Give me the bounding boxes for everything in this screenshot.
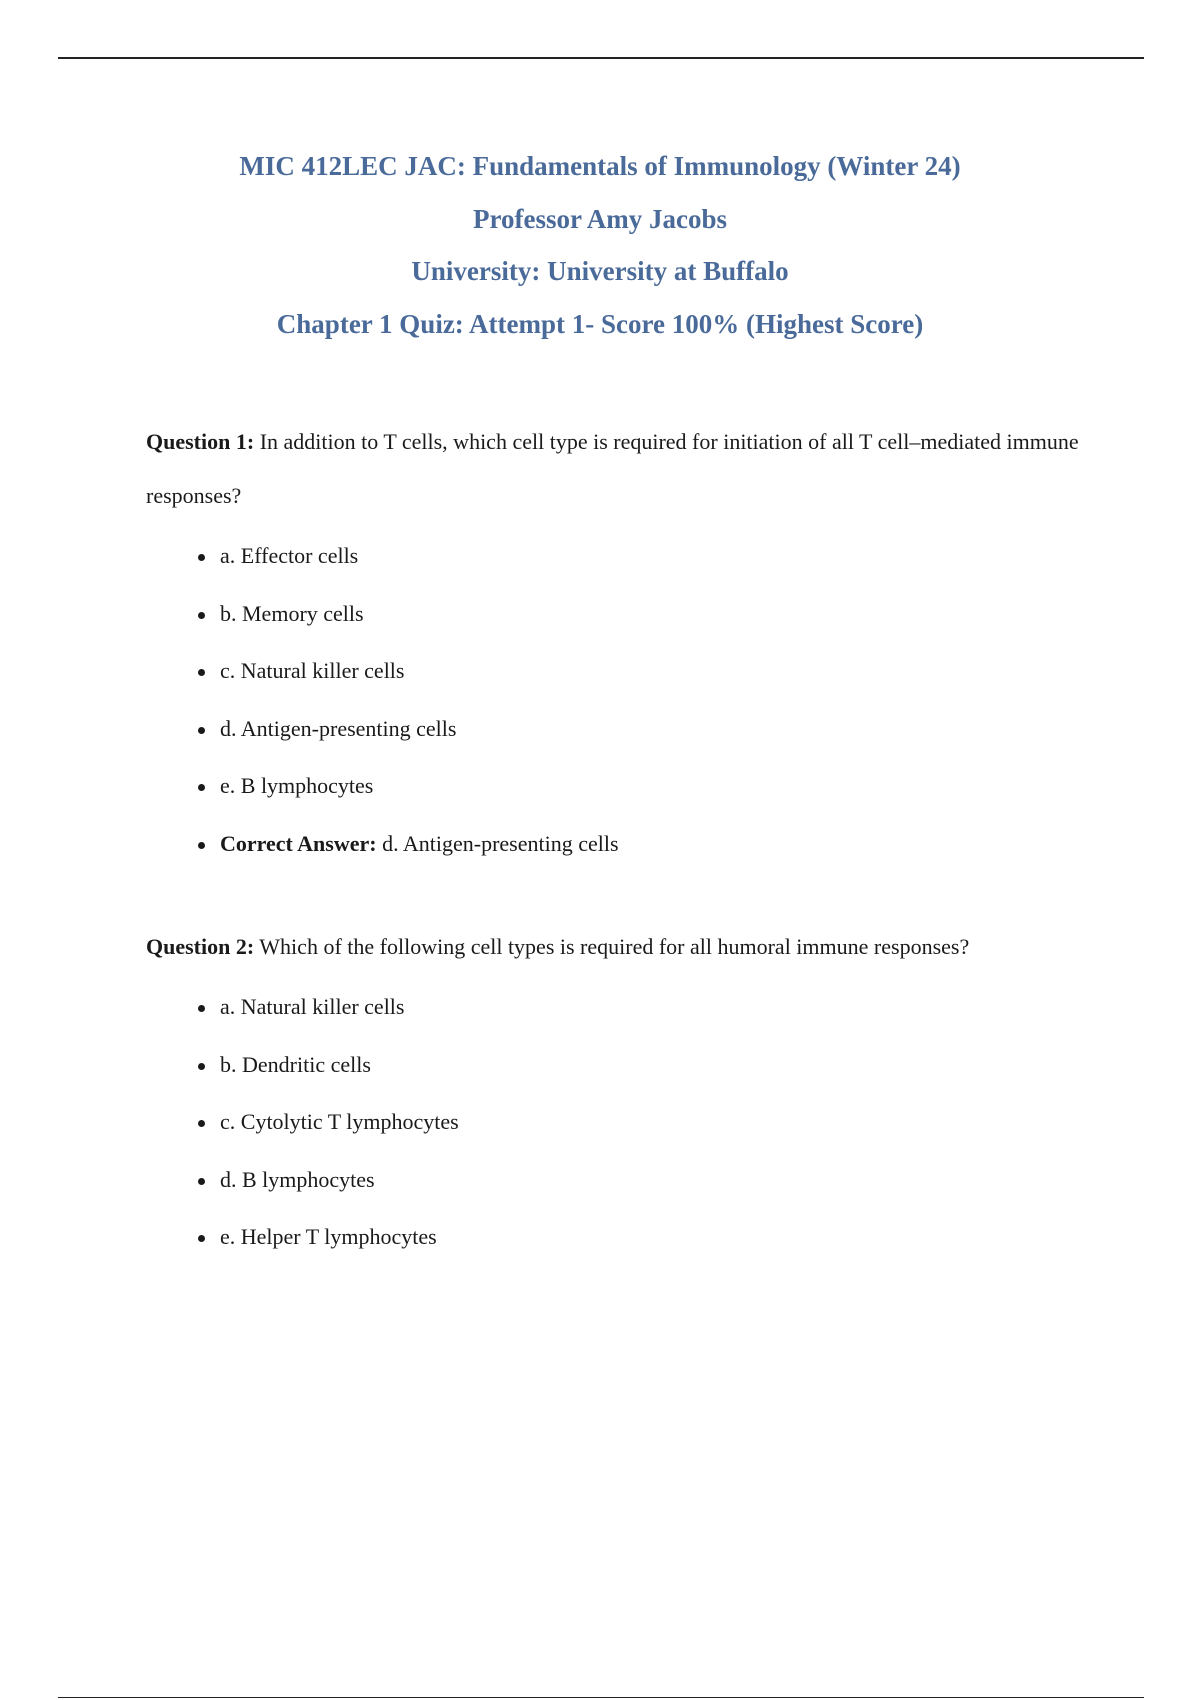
bullet-icon bbox=[198, 727, 205, 734]
option-text: b. Dendritic cells bbox=[220, 1051, 371, 1077]
bottom-rule bbox=[58, 1697, 1144, 1698]
option-text: a. Effector cells bbox=[220, 543, 359, 568]
option-text: e. Helper T lymphocytes bbox=[220, 1224, 437, 1249]
option-item bbox=[198, 1050, 1106, 1108]
option-item bbox=[198, 541, 1106, 599]
bullet-icon bbox=[198, 1120, 205, 1127]
option-item bbox=[198, 1107, 1106, 1165]
bullet-icon bbox=[198, 554, 205, 561]
option-item bbox=[198, 1165, 1106, 1223]
university-name: University: University at Buffalo bbox=[411, 256, 789, 286]
professor-name: Professor Amy Jacobs bbox=[473, 203, 727, 234]
question-1 bbox=[146, 430, 1106, 886]
bullet-icon bbox=[198, 612, 205, 619]
bullet-icon bbox=[198, 1005, 205, 1012]
option-item bbox=[198, 771, 1106, 829]
option-text: e. B lymphocytes bbox=[220, 773, 374, 798]
question-2-options bbox=[146, 992, 1106, 1280]
bullet-icon bbox=[198, 1235, 205, 1242]
course-title: MIC 412LEC JAC: Fundamentals of Immunology (Winter 24) bbox=[239, 151, 961, 181]
option-text: a. Natural killer cells bbox=[220, 994, 405, 1019]
option-text: d. Antigen-presenting cells bbox=[220, 715, 457, 741]
option-text: d. B lymphocytes bbox=[220, 1166, 375, 1192]
option-text: c. Cytolytic T lymphocytes bbox=[220, 1109, 459, 1134]
question-1-label: Question 1: bbox=[146, 429, 255, 454]
option-item bbox=[198, 599, 1106, 657]
question-2-label: Question 2: bbox=[146, 934, 255, 959]
correct-answer-text: d. Antigen-presenting cells bbox=[382, 830, 619, 856]
question-2-prompt bbox=[146, 920, 1106, 974]
question-1-options bbox=[146, 541, 1106, 886]
option-item bbox=[198, 1222, 1106, 1280]
top-rule bbox=[58, 57, 1144, 59]
quiz-title: Chapter 1 Quiz: Attempt 1- Score 100% (Highest Score) bbox=[276, 308, 924, 339]
question-1-prompt bbox=[146, 415, 1106, 523]
option-text: c. Natural killer cells bbox=[220, 658, 405, 683]
correct-answer-label: Correct Answer: bbox=[220, 830, 377, 856]
question-2-text: Which of the following cell types is required for all humoral immune responses? bbox=[259, 934, 970, 959]
document-header bbox=[0, 140, 1200, 350]
bullet-icon bbox=[198, 1178, 205, 1185]
bullet-icon bbox=[198, 1063, 205, 1070]
option-item bbox=[198, 714, 1106, 772]
option-item bbox=[198, 992, 1106, 1050]
option-text: b. Memory cells bbox=[220, 600, 364, 626]
bullet-icon bbox=[198, 669, 205, 676]
correct-answer-item bbox=[198, 829, 1106, 887]
question-1-text: In addition to T cells, which cell type is required for initiation of all T cell–mediated immune responses? bbox=[146, 429, 1079, 508]
question-2 bbox=[146, 935, 1106, 1280]
bullet-icon bbox=[198, 784, 205, 791]
bullet-icon bbox=[198, 842, 205, 849]
option-item bbox=[198, 656, 1106, 714]
